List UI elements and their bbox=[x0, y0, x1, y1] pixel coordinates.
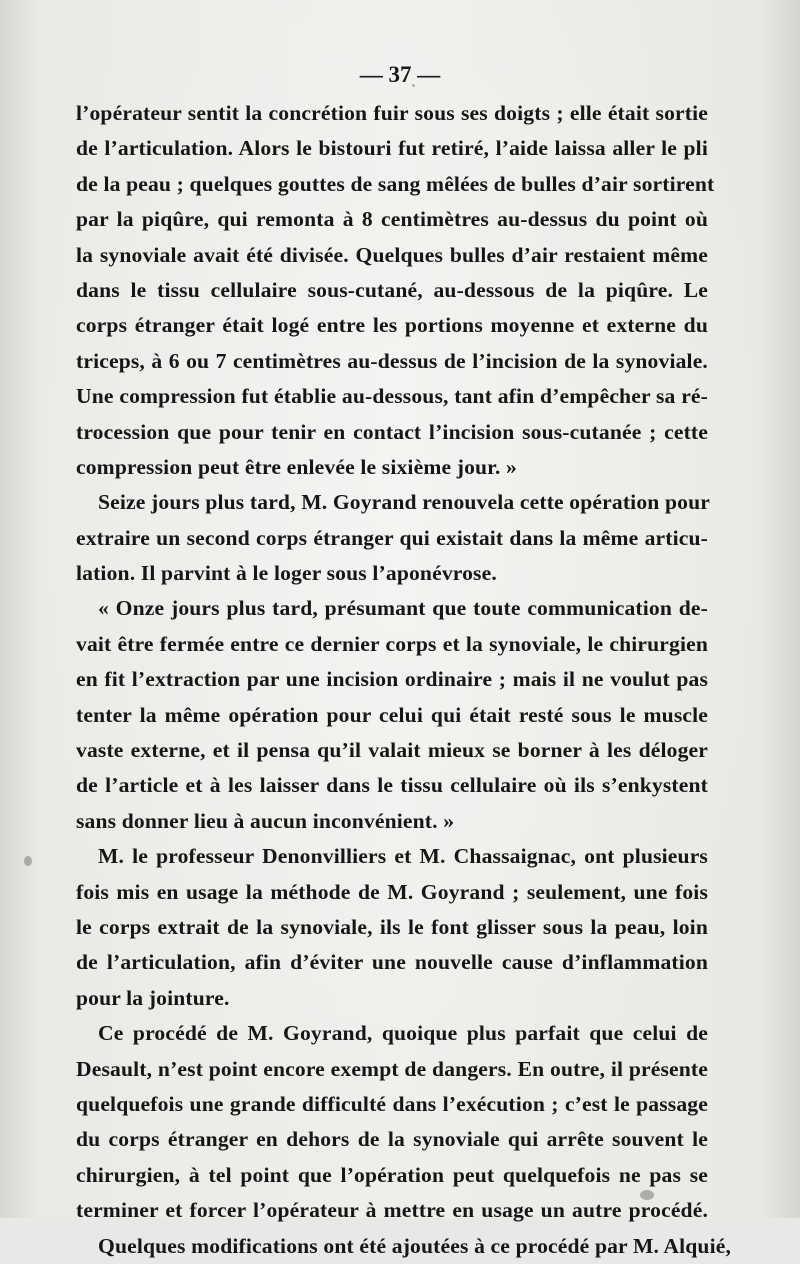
text-line: Desault, n’est point encore exempt de dangers. En outre, il présente bbox=[76, 1056, 708, 1081]
paragraph bbox=[76, 591, 708, 839]
text-line: quelquefois une grande difficulté dans l’exécution ; c’est le passage bbox=[76, 1091, 708, 1116]
ink-speck bbox=[640, 1190, 654, 1200]
text-line: l’opérateur sentit la concrétion fuir sous ses doigts ; elle était sortie bbox=[76, 101, 708, 125]
text-line: de la peau ; quelques gouttes de sang mêlées de bulles d’air sortirent bbox=[76, 171, 715, 196]
text-line: trocession que pour tenir en contact l’incision sous-cutanée ; cette bbox=[76, 419, 708, 444]
text-line: fois mis en usage la méthode de M. Goyrand ; seulement, une fois bbox=[76, 879, 708, 904]
ink-speck bbox=[24, 856, 32, 866]
text-line: pour la jointure. bbox=[76, 985, 230, 1010]
text-line: lation. Il parvint à le loger sous l’aponévrose. bbox=[76, 561, 497, 586]
text-line: M. le professeur Denonvilliers et M. Chassaignac, ont plusieurs bbox=[98, 844, 708, 869]
text-line: Ce procédé de M. Goyrand, quoique plus parfait que celui de bbox=[98, 1021, 708, 1046]
text-line: Une compression fut établie au-dessous, tant afin d’empêcher sa ré- bbox=[76, 384, 708, 409]
text-line: par la piqûre, qui remonta à 8 centimètres au-dessus du point où bbox=[76, 207, 708, 232]
paragraph bbox=[76, 1016, 708, 1228]
text-line: vait être fermée entre ce dernier corps et la synoviale, le chirurgien bbox=[76, 631, 708, 656]
paragraph bbox=[76, 96, 715, 485]
body-text bbox=[76, 96, 732, 1264]
ink-speck bbox=[412, 84, 415, 87]
text-line: terminer et forcer l’opérateur à mettre en usage un autre procédé. bbox=[76, 1198, 708, 1223]
text-line: de l’articulation. Alors le bistouri fut retiré, l’aide laissa aller le pli bbox=[76, 136, 708, 161]
text-line: triceps, à 6 ou 7 centimètres au-dessus de l’incision de la synoviale. bbox=[76, 348, 708, 373]
text-line: corps étranger était logé entre les portions moyenne et externe du bbox=[76, 313, 708, 338]
text-line: dans le tissu cellulaire sous-cutané, au-dessous de la piqûre. Le bbox=[76, 277, 708, 302]
text-line: Quelques modifications ont été ajoutées à ce procédé par M. Alquié, bbox=[98, 1233, 732, 1258]
text-line: sans donner lieu à aucun inconvénient. » bbox=[76, 808, 455, 833]
text-line: « Onze jours plus tard, présumant que toute communication de- bbox=[98, 596, 708, 621]
text-line: vaste externe, et il pensa qu’il valait mieux se borner à les déloger bbox=[76, 738, 708, 763]
text-line: compression peut être enlevée le sixième jour. » bbox=[76, 454, 517, 479]
text-line: la synoviale avait été divisée. Quelques bulles d’air restaient même bbox=[76, 242, 708, 267]
text-line: chirurgien, à tel point que l’opération peut quelquefois ne pas se bbox=[76, 1162, 708, 1187]
text-line: de l’articulation, afin d’éviter une nouvelle cause d’inflammation bbox=[76, 950, 708, 975]
text-line: du corps étranger en dehors de la synoviale qui arrête souvent le bbox=[76, 1127, 708, 1152]
paragraph bbox=[76, 1229, 732, 1264]
page-number: — 37 — bbox=[359, 62, 441, 87]
paragraph bbox=[76, 485, 708, 591]
text-line: en fit l’extraction par une incision ordinaire ; mais il ne voulut pas bbox=[76, 667, 708, 692]
text-line: extraire un second corps étranger qui existait dans la même articu- bbox=[76, 525, 708, 550]
text-line: tenter la même opération pour celui qui était resté sous le muscle bbox=[76, 702, 708, 727]
paragraph bbox=[76, 839, 708, 1016]
text-line: Seize jours plus tard, M. Goyrand renouvela cette opération pour bbox=[98, 490, 710, 515]
text-line: de l’article et à les laisser dans le tissu cellulaire où ils s’enkystent bbox=[76, 773, 708, 798]
text-line: le corps extrait de la synoviale, ils le font glisser sous la peau, loin bbox=[76, 914, 708, 939]
